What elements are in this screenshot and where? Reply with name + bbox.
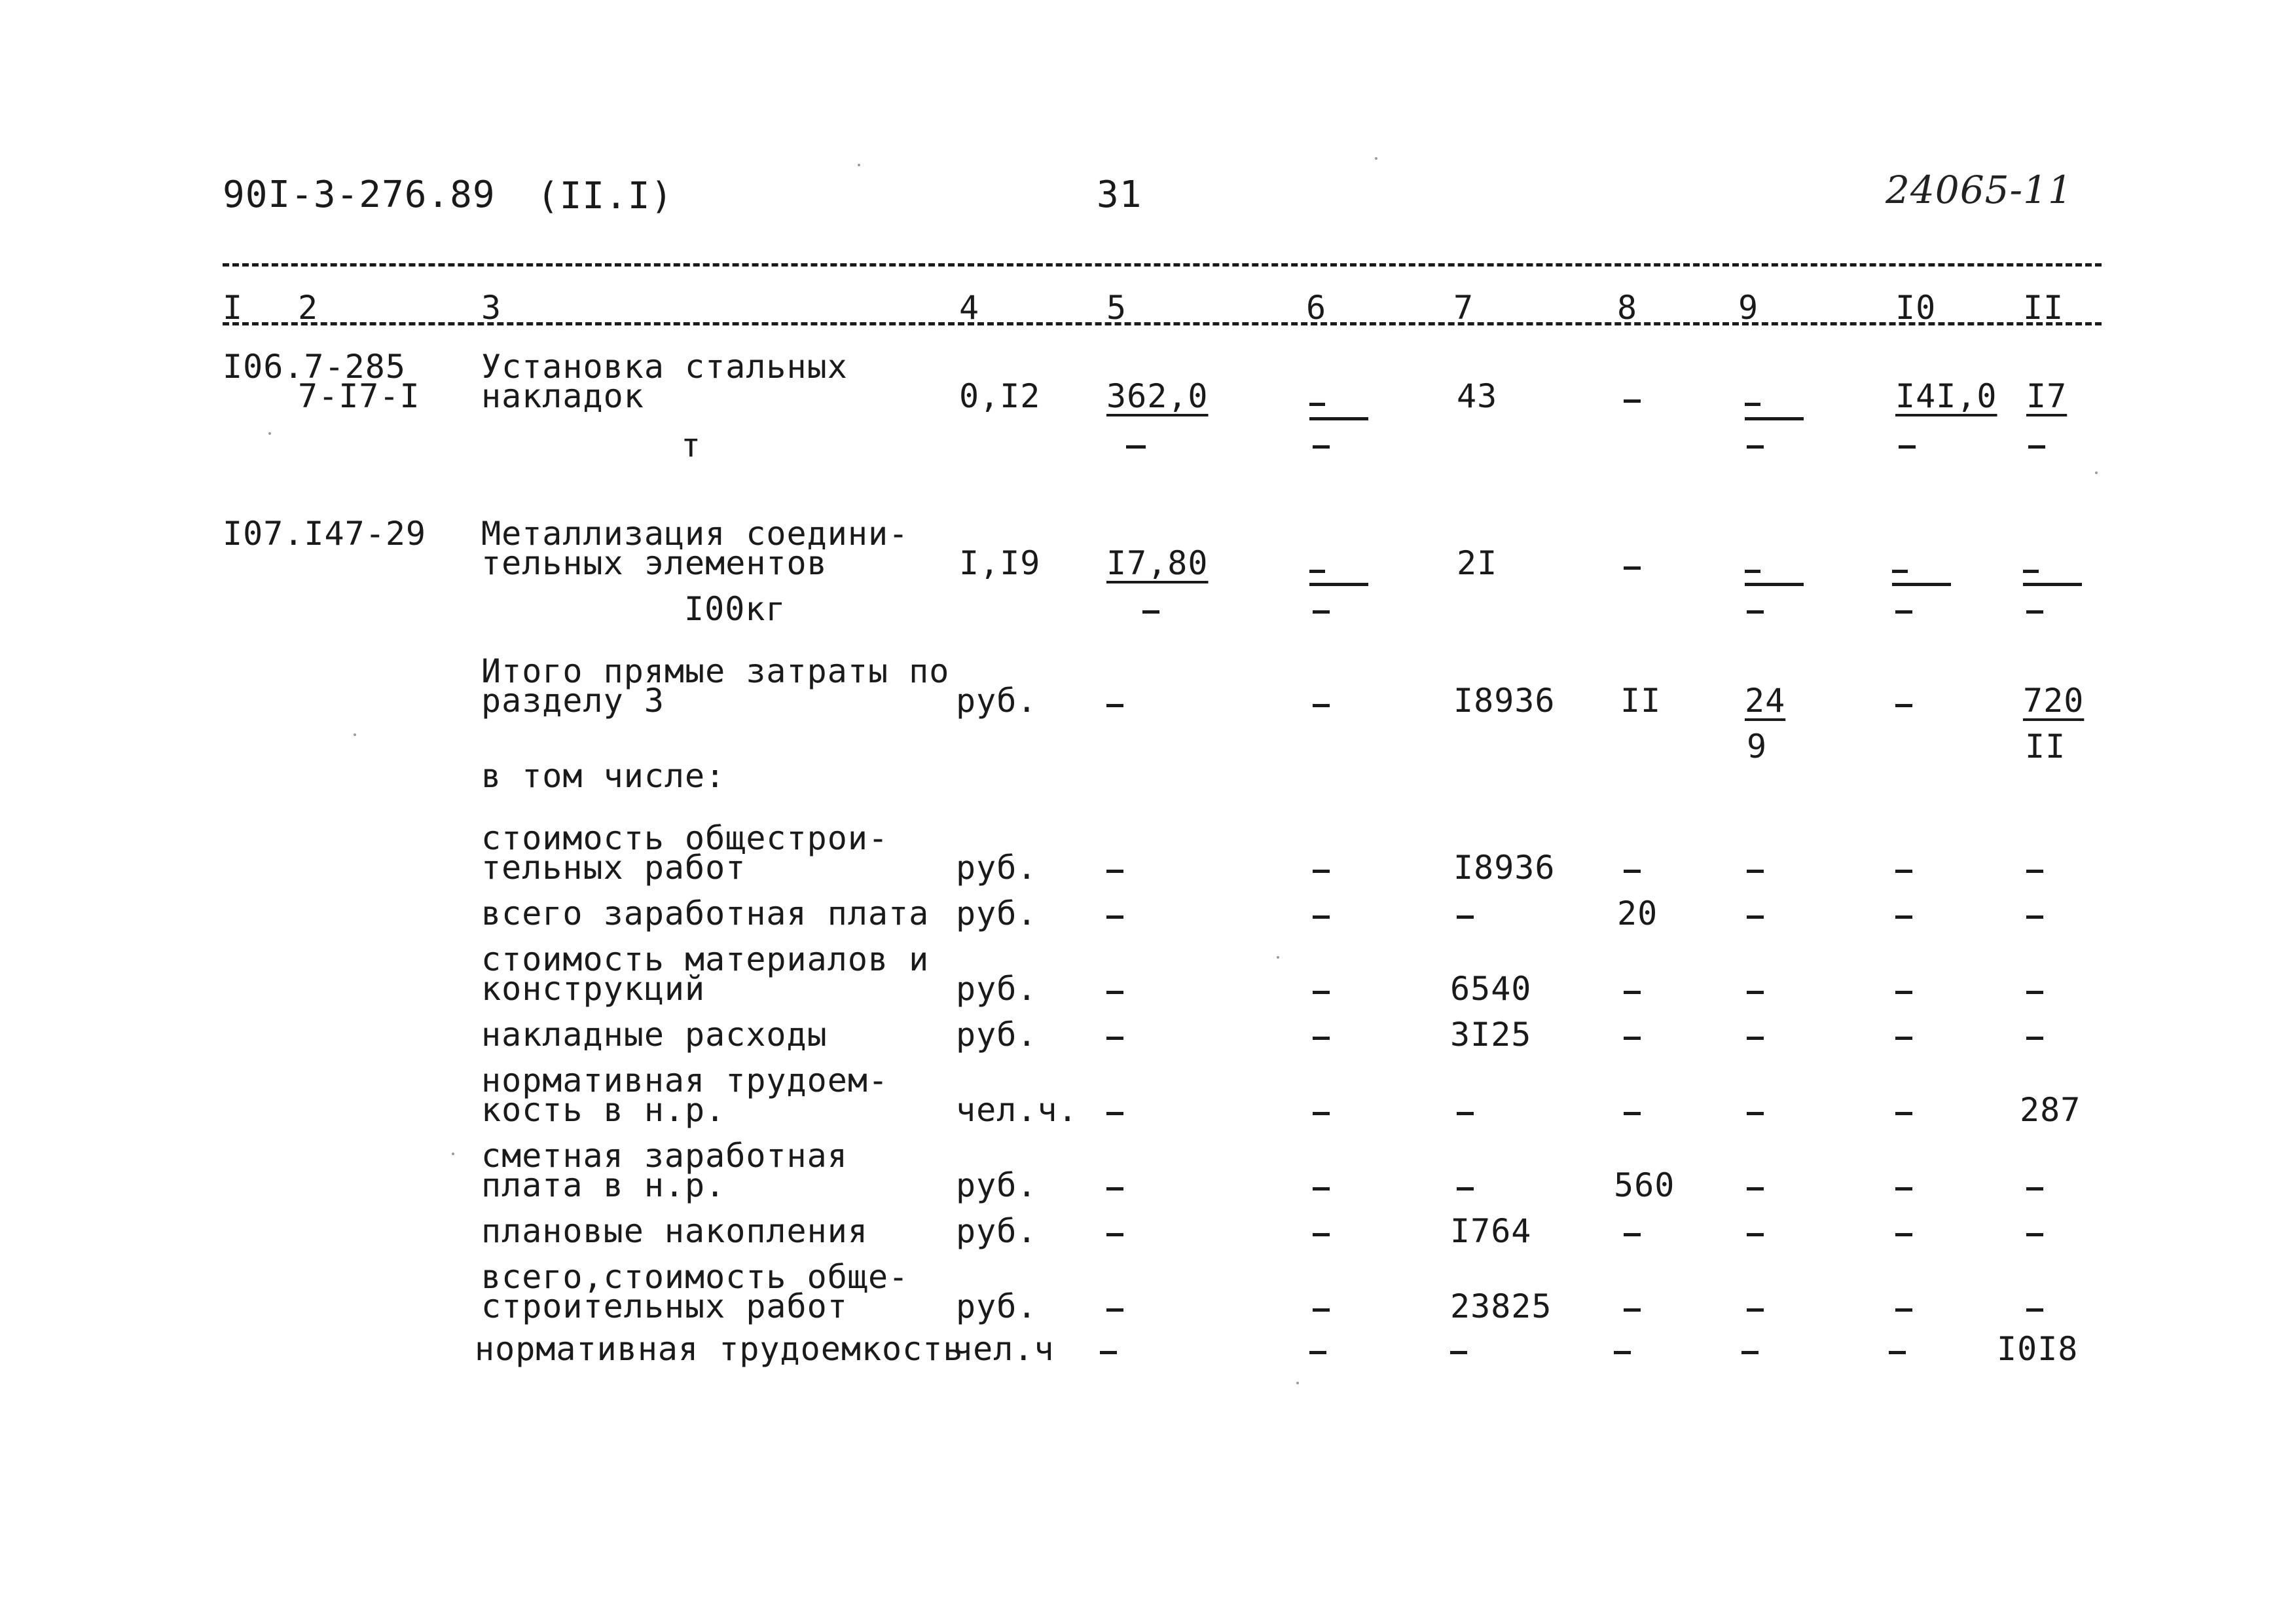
item-col10-dash-lower (1895, 610, 1912, 614)
row-col9-dash (1747, 915, 1764, 919)
row-label-line-1: всего заработная плата (481, 895, 930, 932)
row-unit: руб. (956, 1287, 1038, 1325)
row-col7-value: I764 (1450, 1212, 1532, 1250)
item-col11-dash-lower (2026, 610, 2043, 614)
row-col10-dash (1895, 1308, 1912, 1312)
item-name-line-2: тельных элементов (481, 544, 828, 582)
row-col6-dash (1313, 915, 1330, 919)
total-col8-value: II (1620, 682, 1662, 720)
row-label-line-2: строительных работ (481, 1287, 848, 1325)
column-header-4: 4 (959, 289, 980, 327)
row-col9-dash (1747, 1233, 1764, 1236)
row-col5-dash (1106, 1187, 1123, 1190)
item-col5-value: I7,80 (1106, 544, 1209, 582)
row-col7-dash (1457, 1187, 1474, 1190)
row-col6-dash (1309, 1351, 1326, 1354)
item-col11-dash-lower (2028, 445, 2045, 449)
item-name-line-2: накладок (481, 377, 644, 415)
column-header-8: 8 (1617, 289, 1638, 327)
total-label-line-1: Итого прямые затраты по (481, 652, 950, 690)
item-col5-dash (1142, 610, 1159, 614)
scan-speck (268, 432, 271, 435)
total-col10-dash (1895, 704, 1912, 707)
item-quantity: 0,I2 (959, 377, 1041, 415)
scan-speck (1375, 157, 1377, 160)
total-unit: руб. (956, 682, 1038, 720)
row-label-line-1: сметная заработная (481, 1137, 848, 1175)
row-unit: чел.ч. (956, 1091, 1078, 1129)
item-col11-value: I7 (2026, 377, 2068, 415)
column-header-5: 5 (1106, 289, 1127, 327)
row-label-line-1: стоимость материалов и (481, 940, 930, 978)
row-col8-dash (1624, 991, 1641, 994)
total-col5-dash (1106, 704, 1123, 707)
row-col6-dash (1313, 1233, 1330, 1236)
item-col6-dash (1309, 403, 1325, 406)
row-col11-dash (2026, 1308, 2043, 1312)
section-number: (II.I) (537, 175, 674, 217)
row-label-line-2: тельных работ (481, 849, 746, 887)
item-name-line-1: Металлизация соедини- (481, 515, 909, 553)
row-unit: руб. (956, 849, 1038, 887)
row-col8-dash (1624, 1112, 1641, 1115)
row-col8-dash (1624, 870, 1641, 873)
row-col11-dash (2026, 915, 2043, 919)
row-label-line-1: накладные расходы (481, 1016, 828, 1054)
item-code: I06.7-285 (223, 348, 406, 386)
row-col10-dash (1889, 1351, 1906, 1354)
row-col6-dash (1313, 1037, 1330, 1040)
row-col5-dash (1106, 1112, 1123, 1115)
row-col7-value: I8936 (1453, 849, 1556, 887)
row-unit: руб. (956, 970, 1038, 1008)
row-col7-dash (1457, 1112, 1474, 1115)
row-col11-dash (2026, 1187, 2043, 1190)
item-quantity: I,I9 (959, 544, 1041, 582)
item-col7-value: 43 (1457, 377, 1498, 415)
scan-speck (354, 733, 356, 736)
row-col7-value: 6540 (1450, 970, 1532, 1008)
row-col8-dash (1624, 1037, 1641, 1040)
total-col11-bottom: II (2025, 728, 2066, 766)
row-col7-dash (1450, 1351, 1467, 1354)
item-col10-value: I4I,0 (1895, 377, 1997, 415)
row-col5-dash (1106, 991, 1123, 994)
row-col9-dash (1747, 991, 1764, 994)
row-col10-dash (1895, 1187, 1912, 1190)
item-col7-value: 2I (1457, 544, 1498, 582)
row-label-line-2: конструкций (481, 970, 706, 1008)
row-col6-dash (1313, 1112, 1330, 1115)
row-col8-dash (1624, 1233, 1641, 1236)
row-label-line-2: плата в н.р. (481, 1166, 726, 1204)
row-col10-dash (1895, 870, 1912, 873)
item-col8-dash (1624, 566, 1641, 570)
row-unit: руб. (956, 1212, 1038, 1250)
item-col6-underline (1309, 417, 1368, 420)
item-col9-dash-lower (1747, 610, 1764, 614)
row-col9-dash (1747, 1308, 1764, 1312)
row-col8-value: 560 (1614, 1166, 1675, 1204)
row-label-line-1: плановые накопления (481, 1212, 868, 1250)
item-col5-value: 362,0 (1106, 377, 1209, 415)
scan-speck (858, 164, 860, 166)
item-col6-dash-lower (1313, 445, 1330, 449)
row-col10-dash (1895, 991, 1912, 994)
total-col7-value: I8936 (1453, 682, 1556, 720)
row-col7-value: 3I25 (1450, 1016, 1532, 1054)
row-col10-dash (1895, 1037, 1912, 1040)
item-col10-dash (1892, 570, 1908, 573)
row-col8-value: 20 (1617, 895, 1658, 932)
total-col9-bottom: 9 (1747, 728, 1768, 766)
row-col6-dash (1313, 870, 1330, 873)
item-col9-underline (1745, 417, 1804, 420)
item-col9-dash-lower (1747, 445, 1764, 449)
row-col10-dash (1895, 1233, 1912, 1236)
row-col11-value: 287 (2020, 1091, 2081, 1129)
row-col10-dash (1895, 915, 1912, 919)
row-unit: руб. (956, 1016, 1038, 1054)
row-col8-dash (1624, 1308, 1641, 1312)
row-col9-dash (1747, 1112, 1764, 1115)
item-col11-underline (2023, 583, 2082, 586)
column-header-rule (223, 322, 2102, 325)
row-col11-value: I0I8 (1997, 1330, 2079, 1368)
item-name-line-1: Установка стальных (481, 348, 848, 386)
row-label-line-1: нормативная трудоем- (481, 1061, 889, 1099)
row-label-line-1: всего,стоимость обще- (481, 1258, 909, 1296)
item-col9-dash (1745, 403, 1760, 406)
item-col10-underline (1892, 583, 1951, 586)
item-col9-dash (1745, 570, 1760, 573)
item-col11-dash (2023, 570, 2039, 573)
row-col9-dash (1747, 1037, 1764, 1040)
row-col5-dash (1106, 1233, 1123, 1236)
row-col7-dash (1457, 915, 1474, 919)
row-col10-dash (1895, 1112, 1912, 1115)
document-code: 90I-3-276.89 (223, 174, 496, 216)
total-col9-top: 24 (1745, 682, 1786, 720)
scan-speck (452, 1153, 454, 1155)
row-label-line-1: стоимость общестрои- (481, 819, 889, 857)
row-col9-dash (1741, 1351, 1758, 1354)
row-col8-dash (1614, 1351, 1631, 1354)
row-unit: чел.ч (953, 1330, 1055, 1368)
table-top-rule (223, 263, 2102, 267)
row-unit: руб. (956, 895, 1038, 932)
row-col5-dash (1106, 1037, 1123, 1040)
total-col6-dash (1313, 704, 1330, 707)
item-unit: I00кг (684, 590, 786, 628)
item-col6-underline (1309, 583, 1368, 586)
column-header-2: 2 (298, 289, 319, 327)
row-col5-dash (1106, 870, 1123, 873)
column-header-11: II (2023, 289, 2064, 327)
column-header-6: 6 (1306, 289, 1327, 327)
row-col6-dash (1313, 1308, 1330, 1312)
row-col9-dash (1747, 1187, 1764, 1190)
item-col5-dash (1126, 445, 1146, 449)
scan-speck (2095, 471, 2098, 474)
row-col7-value: 23825 (1450, 1287, 1552, 1325)
row-col5-dash (1106, 915, 1123, 919)
scan-speck (1296, 1382, 1299, 1384)
row-col6-dash (1313, 1187, 1330, 1190)
row-label-line-1: нормативная трудоемкость (475, 1330, 964, 1368)
page-number: 31 (1097, 174, 1142, 216)
row-unit: руб. (956, 1166, 1038, 1204)
column-header-1: I (223, 289, 244, 327)
row-col9-dash (1747, 870, 1764, 873)
item-col9-underline (1745, 583, 1804, 586)
item-col6-dash (1309, 570, 1325, 573)
row-col5-dash (1100, 1351, 1117, 1354)
item-col10-dash-lower (1899, 445, 1916, 449)
item-code-secondary: 7-I7-I (298, 377, 420, 415)
column-header-7: 7 (1453, 289, 1474, 327)
row-col11-dash (2026, 991, 2043, 994)
row-col11-dash (2026, 870, 2043, 873)
column-header-9: 9 (1738, 289, 1759, 327)
row-label-line-2: кость в н.р. (481, 1091, 726, 1129)
item-unit: т (681, 426, 702, 464)
row-col11-dash (2026, 1233, 2043, 1236)
total-label-line-2: разделу 3 (481, 682, 665, 720)
item-code: I07.I47-29 (223, 515, 427, 553)
including-label: в том числе: (481, 757, 726, 795)
item-col6-dash-lower (1313, 610, 1330, 614)
column-header-10: I0 (1895, 289, 1937, 327)
total-col11-top: 720 (2023, 682, 2085, 720)
row-col11-dash (2026, 1037, 2043, 1040)
scan-speck (1277, 956, 1279, 959)
row-col5-dash (1106, 1308, 1123, 1312)
column-header-3: 3 (481, 289, 502, 327)
row-col6-dash (1313, 991, 1330, 994)
handwritten-stamp: 24065-11 (1886, 168, 2073, 212)
item-col8-dash (1624, 399, 1641, 403)
